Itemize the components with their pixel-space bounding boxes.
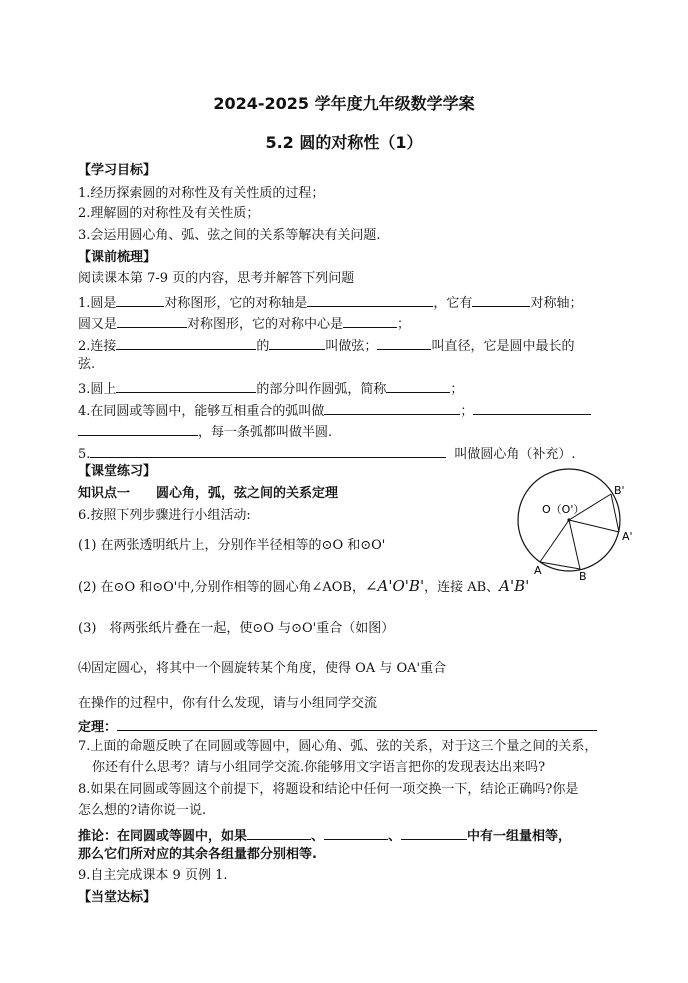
- q1b-text-1: 圆又是: [78, 317, 118, 332]
- step-2-segment: A'B': [499, 577, 530, 595]
- step-2-text-c: ，连接 AB、: [424, 580, 500, 595]
- q2-blank-1[interactable]: [116, 336, 256, 350]
- practice-heading: 【课堂练习】: [78, 464, 157, 479]
- q4-blank-2[interactable]: [473, 401, 591, 415]
- goals-heading: 【学习目标】: [78, 163, 157, 178]
- goal-item-2: 2.理解圆的对称性及有关性质；: [78, 206, 260, 221]
- theorem-line: [78, 717, 597, 736]
- q3-line: [78, 379, 463, 398]
- q7-line-b: 你还有什么思考？请与小组同学交流.你能够用文字语言把你的发现表达出来吗?: [92, 760, 546, 775]
- q1-text-3: ，它有: [433, 296, 473, 311]
- q4-line-a: [78, 401, 591, 420]
- inference-blank-3[interactable]: [401, 826, 467, 840]
- q1b-blank-2[interactable]: [343, 314, 397, 328]
- inference-blank-2[interactable]: [324, 826, 388, 840]
- q2-blank-3[interactable]: [377, 336, 431, 350]
- q3-text-3: ；: [450, 382, 464, 397]
- radius-ob: [569, 520, 580, 569]
- label-b: B: [579, 570, 587, 583]
- radius-oa: [540, 520, 569, 562]
- step-3: (3) 将两张纸片叠在一起，使⊙O 与⊙O'重合（如图）: [78, 621, 395, 636]
- target-heading: 【当堂达标】: [78, 890, 157, 905]
- circle-diagram: [510, 464, 640, 584]
- q1b-blank-1[interactable]: [117, 314, 187, 328]
- q1-blank-2[interactable]: [307, 293, 433, 307]
- inference-line-a: [78, 826, 571, 845]
- q8-line-b: 怎么想的?请你说一说.: [78, 803, 207, 818]
- q1-text-4: 对称轴；: [530, 296, 583, 311]
- step-1: (1) 在两张透明纸片上，分别作半径相等的⊙O 和⊙O': [78, 538, 386, 553]
- knowledge-point: 知识点一 圆心角，弧，弦之间的关系定理: [78, 486, 339, 501]
- q4-line-b: [78, 422, 332, 441]
- q1-line-a: [78, 293, 582, 312]
- center-point: [567, 518, 570, 521]
- pre-intro: 阅读课本第 7-9 页的内容，思考并解答下列问题: [78, 271, 355, 286]
- inference-text-1: 推论：在同圆或等圆中，如果: [78, 829, 248, 844]
- radius-oa-prime: [569, 520, 619, 532]
- q1b-text-3: ；: [397, 317, 411, 332]
- q5-line: [78, 444, 576, 463]
- chord-a-prime-b-prime: [611, 494, 619, 532]
- label-center: O（O'）: [542, 503, 585, 516]
- step-2: [78, 578, 529, 596]
- q1-blank-3[interactable]: [472, 293, 530, 307]
- q4-text-3: ，每一条弧都叫做半圆.: [198, 425, 333, 440]
- step-2-text-a: (2) 在⊙O 和⊙O'中,分别作相等的圆心角∠AOB，: [78, 580, 365, 595]
- q2-text-4: 叫直径，它是圆中最长的: [431, 339, 575, 354]
- label-b-prime: B': [614, 484, 625, 497]
- q4-text-1: 4.在同圆或等圆中，能够互相重合的弧叫做: [78, 404, 325, 419]
- pre-heading: 【课前梳理】: [78, 250, 157, 265]
- goal-item-1: 1.经历探索圆的对称性及有关性质的过程；: [78, 186, 325, 201]
- q1-line-b: [78, 314, 410, 333]
- q2-text-3: 叫做弦；: [325, 339, 378, 354]
- q5-text-2: 叫做圆心角（补充）.: [454, 447, 576, 462]
- goal-item-3: 3.会运用圆心角、弧、弦之间的关系等解决有关问题.: [78, 228, 381, 243]
- q2-blank-2[interactable]: [269, 336, 325, 350]
- q3-text-1: 3.圆上: [78, 382, 117, 397]
- theorem-blank[interactable]: [117, 717, 597, 731]
- inference-text-4: 中有一组量相等，: [467, 829, 572, 844]
- q3-blank-1[interactable]: [116, 379, 256, 393]
- q3-text-2: 的部分叫作圆弧，简称: [256, 382, 387, 397]
- label-a: A: [534, 564, 542, 577]
- q2-line-b: 弦.: [78, 357, 96, 372]
- q7-line-a: 7.上面的命题反映了在同圆或等圆中，圆心角、弧、弦的关系，对于这三个量之间的关系，: [78, 739, 598, 754]
- label-a-prime: A': [622, 530, 633, 543]
- q1-blank-1[interactable]: [116, 293, 164, 307]
- q9-line: 9.自主完成课本 9 页例 1.: [78, 868, 228, 883]
- page-title: 2024-2025 学年度九年级数学学案: [213, 94, 475, 113]
- inference-line-b: 那么它们所对应的其余各组量都分别相等.: [78, 847, 317, 862]
- discover-line: 在操作的过程中，你有什么发现，请与小组同学交流: [78, 696, 378, 711]
- q1b-text-2: 对称图形，它的对称中心是: [187, 317, 344, 332]
- lesson-subtitle: 5.2 圆的对称性（1）: [265, 133, 423, 152]
- inference-text-2: 、: [311, 829, 325, 844]
- inference-text-3: 、: [388, 829, 402, 844]
- step-4: ⑷固定圆心，将其中一个圆旋转某个角度，使得 OA 与 OA'重合: [78, 661, 447, 676]
- q5-blank-1[interactable]: [90, 444, 446, 458]
- step-2-angle: ∠A'O'B': [364, 577, 425, 595]
- q4-blank-1[interactable]: [324, 401, 460, 415]
- q2-text-2: 的: [256, 339, 270, 354]
- q6-line: 6.按照下列步骤进行小组活动:: [78, 508, 251, 523]
- q2-text-1: 2.连接: [78, 339, 117, 354]
- q8-line-a: 8.如果在同圆或等圆这个前提下，将题设和结论中任何一项交换一下，结论正确吗?你是: [78, 782, 579, 797]
- q2-line-a: [78, 336, 574, 355]
- q4-text-2: ；: [460, 404, 474, 419]
- q3-blank-2[interactable]: [386, 379, 450, 393]
- theorem-label: 定理：: [78, 720, 118, 735]
- q1-text-1: 1.圆是: [78, 296, 117, 311]
- inference-blank-1[interactable]: [247, 826, 311, 840]
- q5-text-1: 5.: [78, 447, 91, 462]
- q1-text-2: 对称图形，它的对称轴是: [164, 296, 308, 311]
- q4-blank-3[interactable]: [78, 422, 198, 436]
